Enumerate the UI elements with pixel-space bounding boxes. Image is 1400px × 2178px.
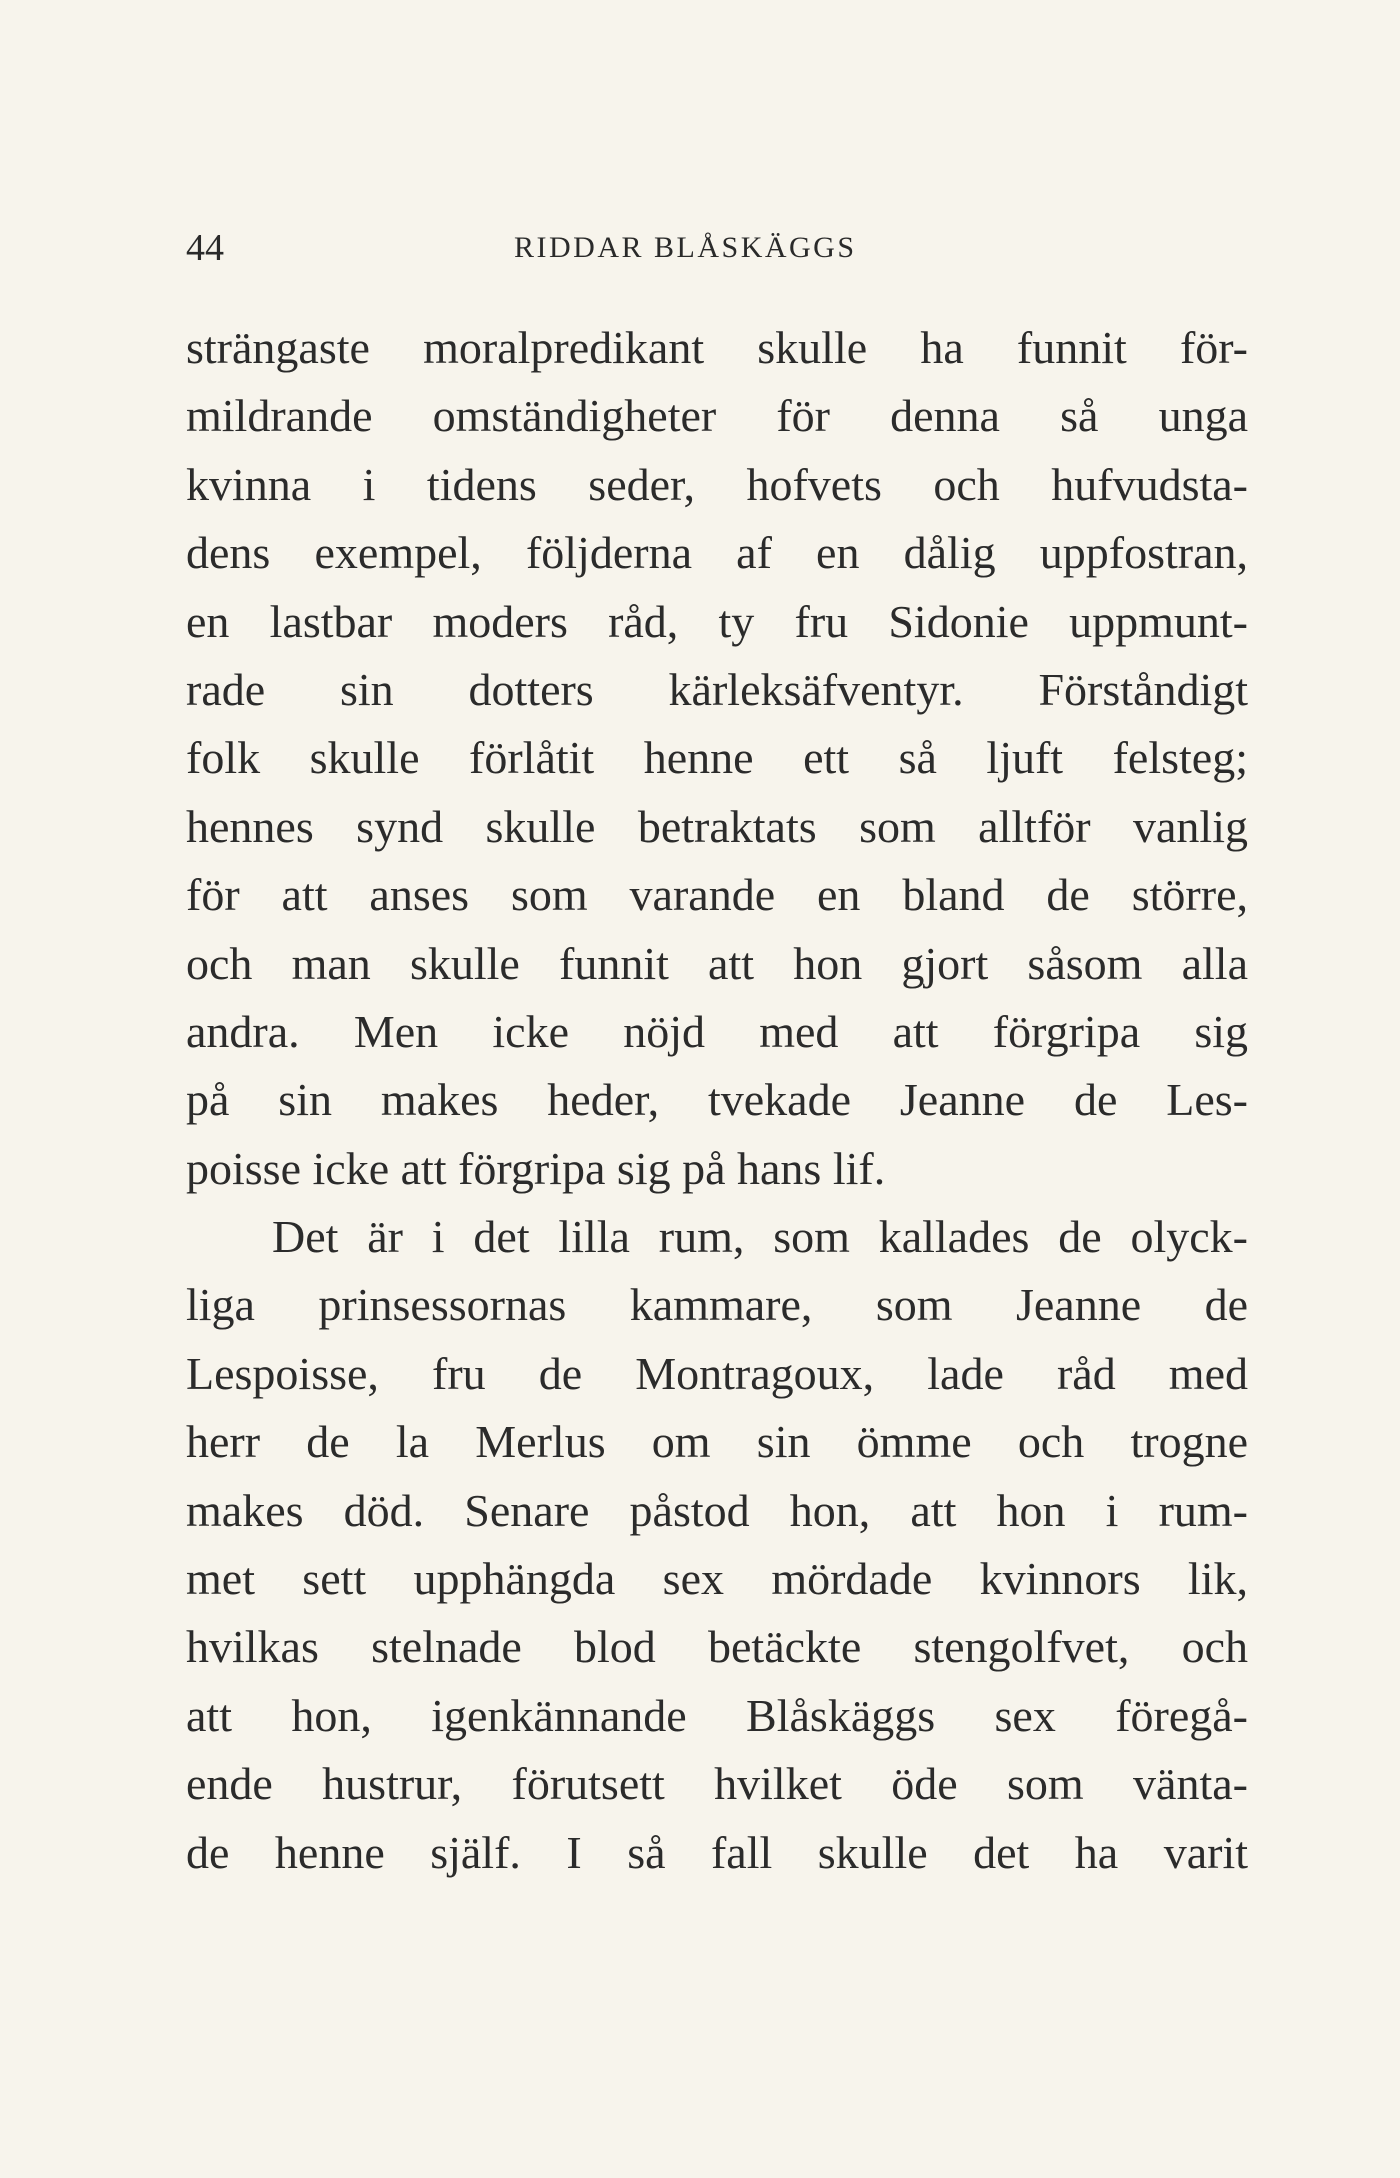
text-line: met sett upphängda sex mördade kvinnors lik, bbox=[186, 1553, 1248, 1605]
text-line: Det är i det lilla rum, som kallades de olyck- bbox=[272, 1211, 1248, 1263]
text-line: dens exempel, följderna af en dålig uppfostran, bbox=[186, 527, 1248, 579]
text-line: Lespoisse, fru de Montragoux, lade råd med bbox=[186, 1347, 1248, 1399]
text-line: rade sin dotters kärleksäfventyr. Förståndigt bbox=[186, 663, 1248, 715]
running-head: RIDDAR BLÅSKÄGGS bbox=[514, 231, 857, 264]
text-line: makes död. Senare påstod hon, att hon i rum- bbox=[186, 1484, 1248, 1536]
text-line: kvinna i tidens seder, hofvets och hufvudsta- bbox=[186, 458, 1248, 510]
text-line: för att anses som varande en bland de större, bbox=[186, 869, 1248, 921]
text-line: hennes synd skulle betraktats som alltför vanlig bbox=[186, 800, 1248, 852]
page-number: 44 bbox=[186, 227, 224, 269]
text-line: herr de la Merlus om sin ömme och trogne bbox=[186, 1416, 1248, 1468]
text-line: en lastbar moders råd, ty fru Sidonie uppmunt- bbox=[186, 595, 1248, 647]
text-line: folk skulle förlåtit henne ett så ljuft felsteg; bbox=[186, 732, 1248, 784]
text-line: mildrande omständigheter för denna så unga bbox=[186, 390, 1248, 442]
text-line: de henne själf. I så fall skulle det ha varit bbox=[186, 1826, 1248, 1878]
text-line: ende hustrur, förutsett hvilket öde som vänta- bbox=[186, 1758, 1248, 1810]
text-line: att hon, igenkännande Blåskäggs sex föregå- bbox=[186, 1689, 1248, 1741]
text-line: poisse icke att förgripa sig på hans lif. bbox=[186, 1142, 886, 1194]
text-line: på sin makes heder, tvekade Jeanne de Les- bbox=[186, 1074, 1248, 1126]
text-line: andra. Men icke nöjd med att förgripa sig bbox=[186, 1005, 1248, 1057]
text-line: strängaste moralpredikant skulle ha funnit för- bbox=[186, 322, 1248, 373]
body-text bbox=[186, 314, 1248, 1887]
text-line: och man skulle funnit att hon gjort såsom alla bbox=[186, 937, 1248, 989]
text-line: liga prinsessornas kammare, som Jeanne de bbox=[186, 1279, 1248, 1331]
text-line: hvilkas stelnade blod betäckte stengolfvet, och bbox=[186, 1621, 1248, 1673]
